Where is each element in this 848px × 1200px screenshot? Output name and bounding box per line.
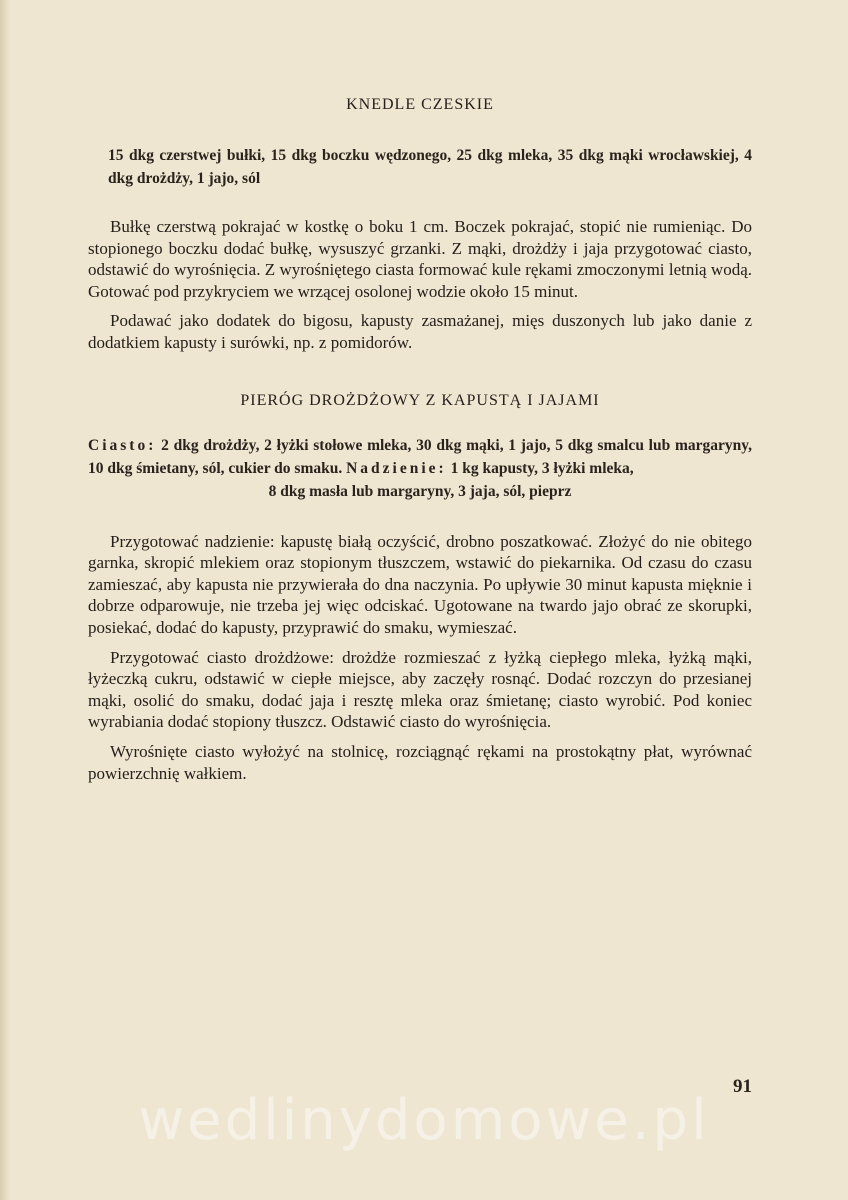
- recipe-pierog-drozdzowy: [88, 392, 752, 785]
- dough-ingredients: 2 dkg drożdży, 2 łyżki stołowe mleka, 30 dkg mąki, 1 jajo, 5 dkg smalcu lub margaryny, 10 dkg śmietany, sól, cukier do smaku.: [88, 436, 753, 477]
- ingredients-list: 15 dkg czerstwej bułki, 15 dkg boczku wędzonego, 25 dkg mleka, 35 dkg mąki wrocławskiej, 4 dkg drożdży, 1 jajo, sól: [108, 147, 752, 187]
- watermark: wedlinydomowe.pl: [138, 1088, 710, 1153]
- recipe-knedle-czeskie: [88, 96, 752, 354]
- instruction-paragraph: Podawać jako dodatek do bigosu, kapusty zasmażanej, mięs duszonych lub jako danie z dodatkiem kapusty i surówki, np. z pomidorów.: [88, 311, 752, 352]
- dough-label: Ciasto:: [88, 436, 157, 454]
- recipe-instructions: [88, 216, 752, 354]
- recipe-instructions: [88, 531, 752, 785]
- page-number: 91: [733, 1076, 752, 1097]
- filling-ingredients: 1 kg kapusty, 3 łyżki mleka,: [450, 459, 634, 477]
- instruction-paragraph: Bułkę czerstwą pokrajać w kostkę o boku 1 cm. Boczek pokrajać, stopić nie rumieniąc. Do stopionego boczku dodać bułkę, wysuszyć grzanki. Z mąki, drożdży i jaja przygotować ciasto, odstawić do wyrośnięcia. Z wyrośniętego ciasta formować kule rękami zmoczonymi letnią wodą. Gotować pod przykryciem we wrzącej osolonej wodzie około 15 minut.: [88, 217, 752, 301]
- instruction-paragraph: Przygotować nadzienie: kapustę białą oczyścić, drobno poszatkować. Złożyć do nie obitego garnka, skropić mlekiem oraz stopionym tłuszczem, wstawić do piekarnika. Od czasu do czasu zamieszać, aby kapusta nie przywierała do dna naczynia. Po upływie 30 minut kapusta mięknie i dobrze odparowuje, nie trzeba jej więc odciskać. Ugotowane na twardo jajo obrać ze skorupki, posiekać, dodać do kapusty, przyprawić do smaku, wymieszać.: [88, 531, 752, 637]
- instruction-paragraph: Przygotować ciasto drożdżowe: drożdże rozmieszać z łyżką ciepłego mleka, łyżką mąki, łyżeczką cukru, odstawić w ciepłe miejsce, aby zaczęły rosnąć. Dodać rozczyn do przesianej mąki, osolić do smaku, dodać jaja i resztę mleka oraz śmietanę; ciasto wyrobić. Pod koniec wyrabiania dodać stopiony tłuszcz. Odstawić ciasto do wyrośnięcia.: [88, 647, 752, 732]
- instruction-paragraph: Wyrośnięte ciasto wyłożyć na stolnicę, rozciągnąć rękami na prostokątny płat, wyrównać powierzchnię wałkiem.: [88, 741, 752, 783]
- page-binding-edge: [0, 0, 10, 1200]
- recipe-title: KNEDLE CZESKIE: [346, 96, 494, 113]
- page-content: [88, 96, 752, 784]
- filling-ingredients-continued: 8 dkg masła lub margaryny, 3 jaja, sól, pieprz: [268, 482, 572, 500]
- recipe-title: PIERÓG DROŻDŻOWY Z KAPUSTĄ I JAJAMI: [240, 391, 600, 409]
- ingredients-list: [88, 434, 752, 503]
- filling-label: Nadzienie:: [346, 459, 447, 477]
